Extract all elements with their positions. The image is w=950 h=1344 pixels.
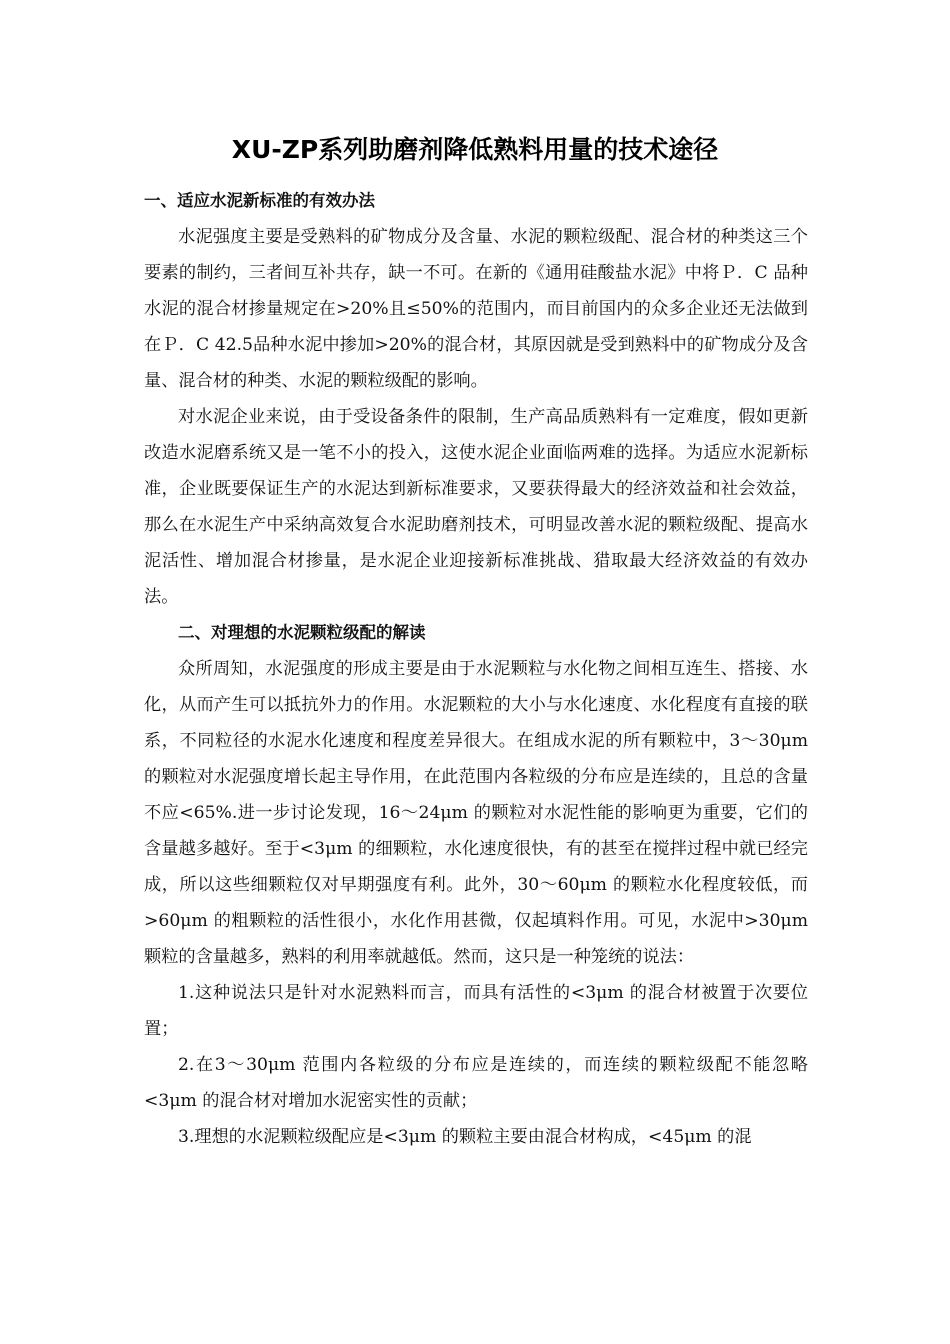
section-1-paragraph-1: 水泥强度主要是受熟料的矿物成分及含量、水泥的颗粒级配、混合材的种类这三个要素的制约，三者间互补共存，缺一不可。在新的《通用硅酸盐水泥》中将Ｐ．C 品种水泥的混合材掺量规定在>20%且≤50%的范围内，而目前国内的众多企业还无法做到在Ｐ．C 42.5品种水泥中掺加>20%的混合材，其原因就是受到熟料中的矿物成分及含量、混合材的种类、水泥的颗粒级配的影响。 xyxy=(144,227,808,391)
section-2-paragraph-1: 众所周知，水泥强度的形成主要是由于水泥颗粒与水化物之间相互连生、搭接、水化，从而产生可以抵抗外力的作用。水泥颗粒的大小与水化速度、水化程度有直接的联系，不同粒径的水泥水化速度和程度差异很大。在组成水泥的所有颗粒中，3～30μm 的颗粒对水泥强度增长起主导作用，在此范围内各粒级的分布应是连续的，且总的含量不应<65%.进一步讨论发现，16～24μm 的颗粒对水泥性能的影响更为重要，它们的含量越多越好。至于<3μm 的细颗粒，水化速度很快，有的甚至在搅拌过程中就已经完成，所以这些细颗粒仅对早期强度有利。此外，30～60μm 的颗粒水化程度较低，而>60μm 的粗颗粒的活性很小，水化作用甚微，仅起填料作用。可见，水泥中>30μm 颗粒的含量越多，熟料的利用率就越低。然而，这只是一种笼统的说法： xyxy=(144,659,808,967)
section-1-paragraph-2: 对水泥企业来说，由于受设备条件的限制，生产高品质熟料有一定难度，假如更新改造水泥磨系统又是一笔不小的投入，这使水泥企业面临两难的选择。为适应水泥新标准，企业既要保证生产的水泥达到新标准要求，又要获得最大的经济效益和社会效益，那么在水泥生产中采纳高效复合水泥助磨剂技术，可明显改善水泥的颗粒级配、提高水泥活性、增加混合材掺量，是水泥企业迎接新标准挑战、猎取最大经济效益的有效办法。 xyxy=(144,407,808,607)
list-item-3: 3.理想的水泥颗粒级配应是<3μm 的颗粒主要由混合材构成，<45μm 的混 xyxy=(178,1127,752,1147)
list-item-1: 1.这种说法只是针对水泥熟料而言，而具有活性的<3μm 的混合材被置于次要位置； xyxy=(144,983,808,1039)
section-1-heading: 一、适应水泥新标准的有效办法 xyxy=(144,191,375,210)
section-2-heading: 二、对理想的水泥颗粒级配的解读 xyxy=(178,623,426,642)
document-body xyxy=(144,183,808,1155)
document-title: XU-ZP系列助磨剂降低熟料用量的技术途径 xyxy=(231,135,719,164)
list-item-2: 2.在3～30μm 范围内各粒级的分布应是连续的，而连续的颗粒级配不能忽略<3μm 的混合材对增加水泥密实性的贡献； xyxy=(144,1055,808,1111)
